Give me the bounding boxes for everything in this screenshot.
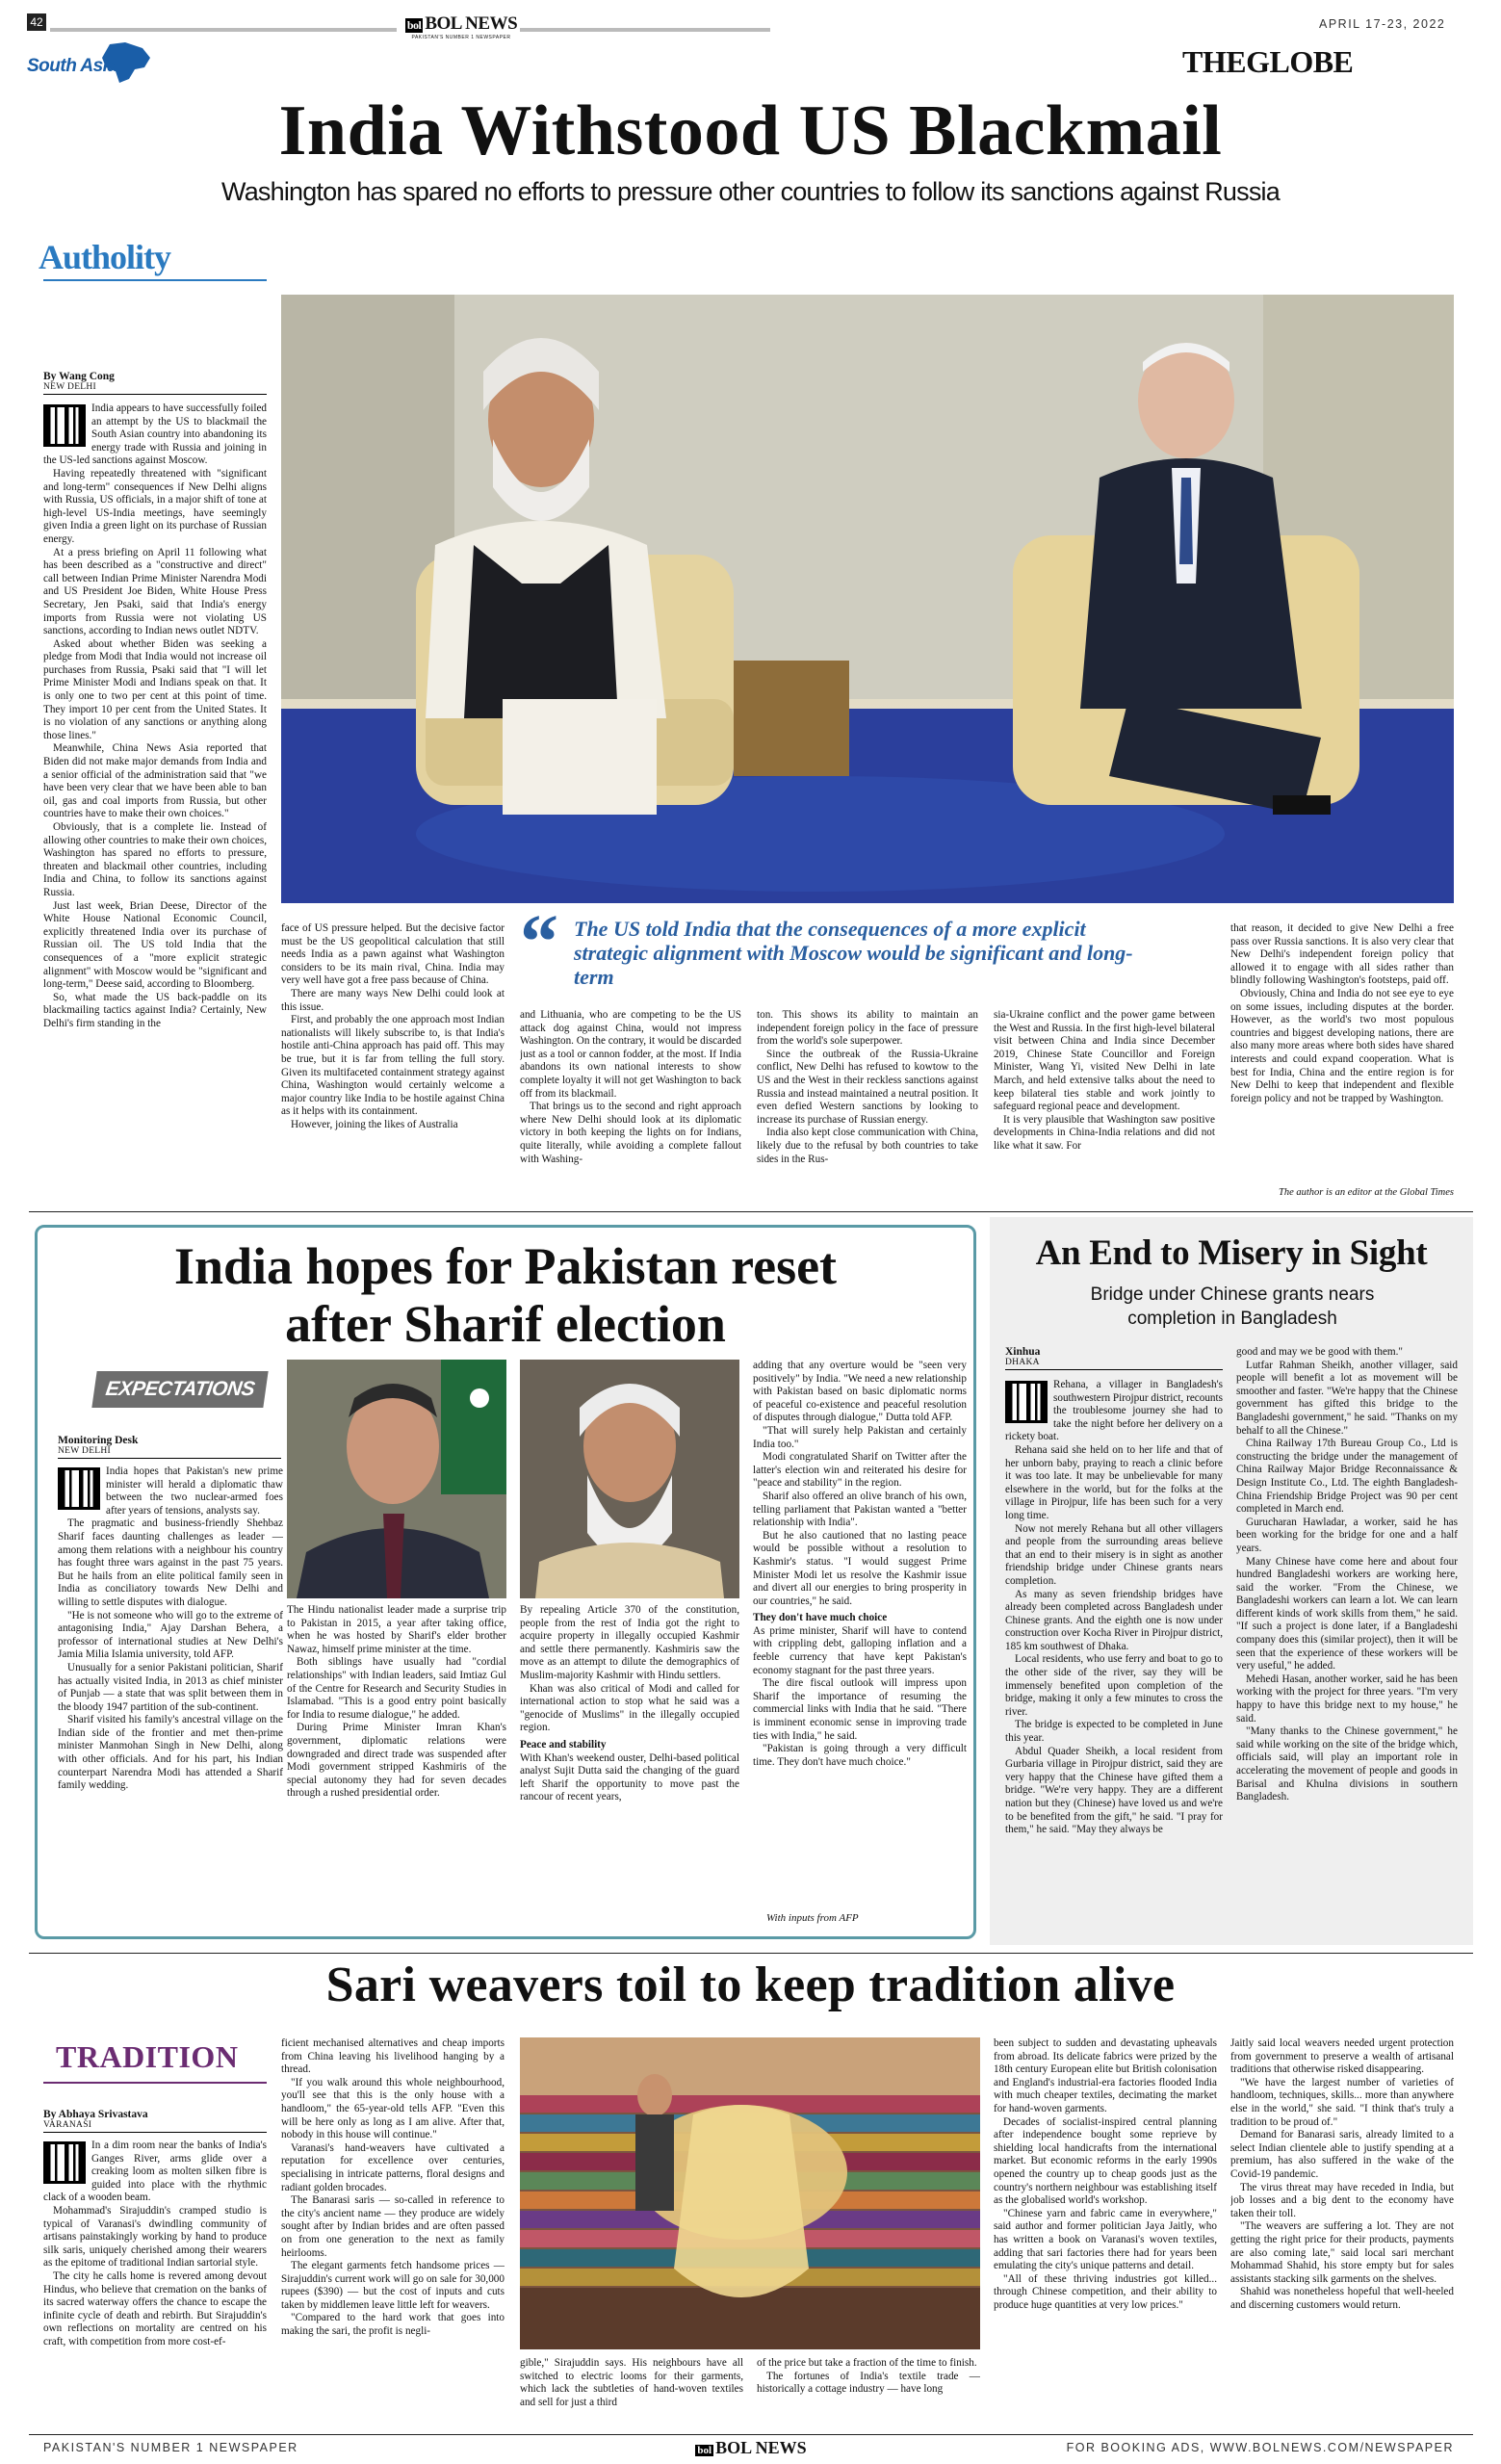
story2-col3-p2: Khan was also critical of Modi and called for international action to stop what he said was a "genocide of Muslims" in the illegally occupied region. <box>520 1682 739 1734</box>
story1-col1-p6: Obviously, that is a complete lie. Instead of allowing other countries to make their own choices, Washington has spared no efforts to pressure, threaten and blackmail other countries, including India and China, to follow its sanctions against Russia. <box>43 821 267 898</box>
story4-col4-p1: been subject to sudden and devastating upheavals from abroad. Its delicate fabrics were prized by the 18th century European elite but British colonisation and England's industrial-era factories flooded India with much cheaper textiles, decimating the market for hand-woven garments. <box>994 2037 1217 2114</box>
story2-col1 <box>58 1465 283 1930</box>
footer-masthead-text: BOL NEWS <box>715 2438 807 2457</box>
story4-col5-p2: "We have the largest number of varieties of handloom, techniques, skills... more than anywhere else in the world," she said. "I think that's truly a tradition to be proud of." <box>1230 2076 1454 2128</box>
story1-col4-p2: Since the outbreak of the Russia-Ukraine conflict, New Delhi has refused to kowtow to the US and the West in their reckless sanctions against Russia and instead maintained a neutral position. It even defied Western sanctions by looking to increase its purchase of Russian energy. <box>757 1048 978 1126</box>
story1-label-rule <box>43 279 267 281</box>
story1-subhead: Washington has spared no efforts to pressure other countries to follow its sanctions against Russia <box>221 177 1280 206</box>
story1-col1-p7: Just last week, Brian Deese, Director of the White House National Economic Council, explicitly threatened India over its purchase of Russian oil. The US told India that the consequences of a "more explicit strategic alignment" with Moscow would be "significant and long-term," Deese said, according to Bloomberg. <box>43 899 267 991</box>
story2-col4 <box>753 1360 967 1906</box>
story4-col1 <box>43 2140 267 2426</box>
story4-col5-p4: The virus threat may have receded in India, but job losses and a big dent to the economy have taken their toll. <box>1230 2181 1454 2219</box>
story1-col6 <box>1230 922 1454 1184</box>
story2-col3-p1: By repealing Article 370 of the constitution, people from the rest of India got the right to acquire property in illegally occupied Kashmir and settle there permanently. Kashmiris saw the move as an attempt to dilute the demographics of Muslim-majority Kashmir with Hindu settlers. <box>520 1604 739 1681</box>
story4-col1-p1: In a dim room near the banks of India's Ganges River, arms glide over a creaking loom as molten silken fibre is guided into place with the rhythmic clack of a wooden beam. <box>43 2140 267 2204</box>
story4-col2-p6: "Compared to the hard work that goes into making the sari, the profit is negli- <box>281 2312 505 2338</box>
story4-col3a-p1: gible," Sirajuddin says. His neighbours have all switched to electric looms for their garments, which lack the subtleties of hand-woven textiles and sell for just a third <box>520 2357 743 2408</box>
story4-col2-p5: The elegant garments fetch handsome prices — Sirajuddin's current work will go on sale for 30,000 rupees ($390) — but the cost of inputs and cuts taken by middlemen leave little left for weavers. <box>281 2260 505 2311</box>
story1-author-note: The author is an editor at the Global Times <box>1278 1187 1454 1198</box>
story4-col5-p5: "The weavers are suffering a lot. They are not getting the right price for their products, payments are also coming late," said local sari merchant Mohammad Shahid, his store empty but for sales assistants stacking silk garments on the shelves. <box>1230 2220 1454 2285</box>
story1-col1-p8: So, what made the US back-paddle on its blackmailing tactics against India? Certainly, New Delhi's firm standing in the <box>43 991 267 1029</box>
story3-byline: Xinhua <box>1005 1346 1041 1358</box>
footer-logo-icon: bol <box>697 2445 712 2456</box>
footer-masthead <box>674 2438 828 2458</box>
story1-col4 <box>757 1009 978 1202</box>
section-left-label: South Asia <box>27 56 117 76</box>
story3-subhead: Bridge under Chinese grants nears completion in Bangladesh <box>1090 1284 1375 1329</box>
story2-headline-line1: India hopes for Pakistan reset <box>173 1237 838 1295</box>
story1-pullquote-text: The US told India that the consequences of a more explicit strategic alignment with Moscow would be significant and long-term <box>574 917 1133 989</box>
story2-col1-p5: Sharif visited his family's ancestral village on the Indian side of the frontier and met then-prime minister Manmohan Singh in New Delhi, along with other officials. And for his part, his Indian counterpart Narendra Modi has attended a Sharif family wedding. <box>58 1714 283 1792</box>
masthead-logo: bol BOL NEWS <box>406 13 518 34</box>
story1-col1-p1: India appears to have successfully foiled an attempt by the US to blackmail the South Asian country into abandoning its energy trade with Russia and joining in the US-led sanctions against Moscow. <box>43 402 267 467</box>
story4-col2-p1: ficient mechanised alternatives and cheap imports from China leaving his livelihood hanging by a thread. <box>281 2037 505 2076</box>
story2-col1-p1: India hopes that Pakistan's new prime minister will herald a diplomatic thaw between the two nuclear-armed foes after years of tensions, analysts say. <box>106 1465 283 1517</box>
story2-place: NEW DELHI <box>58 1446 281 1459</box>
story1-col2-p4: However, joining the likes of Australia <box>291 1118 458 1130</box>
story1-col3 <box>520 1009 741 1202</box>
story1-col5-p2: It is very plausible that Washington saw positive developments in China-India relations and did not like what it saw. For <box>994 1113 1215 1152</box>
story2-col2 <box>287 1604 506 1930</box>
section-south-asia <box>25 40 160 85</box>
story3-col1-p3: Now not merely Rehana but all other villagers and people from the surrounding areas believe that an end to their misery is in sight as another friendship bridge under Chinese grants nears completion. <box>1005 1522 1223 1587</box>
header-rule-left <box>50 28 397 32</box>
story3-col1-p1: Rehana, a villager in Bangladesh's southwestern Pirojpur district, recounts the troublesome journey she had to take the night before her delivery on a rickety boat. <box>1005 1379 1223 1443</box>
story2-col3 <box>520 1604 739 1930</box>
story4-col1-p2: Mohammad's Sirajuddin's cramped studio is typical of Varanasi's dwindling community of artisans painstakingly working by hand to produce silk saris, uniquely cherished among their wearers as the epitome of traditional Indian sartorial style. <box>43 2204 267 2269</box>
story1-col1-p5: Meanwhile, China News Asia reported that Biden did not make major demands from India and a senior official of the administration said that "we have been very clear that we have been able to ban oil, gas and coal imports from Russia, but other countries have to make their own choices." <box>43 742 267 820</box>
story2-subhead-peace: Peace and stability <box>520 1738 607 1751</box>
story1-col4-p3: India also kept close communication with China, likely due to the refusal by both countries to take sides in the Rus- <box>757 1127 978 1165</box>
story1-label: Autholity <box>39 238 171 276</box>
story1-col6-p2: Obviously, China and India do not see eye to eye on some issues, including disputes at the border. However, as the world's two most populous countries and biggest developing nations, there are also many more areas where both sides have shared interests and could expand cooperation. What is best for India, China and the entire region is for New Delhi to keep that independent and flexible foreign policy and not be trapped by Washington. <box>1230 987 1454 1104</box>
story1-col5 <box>994 1009 1215 1202</box>
story3-col2-p2: Lutfar Rahman Sheikh, another villager, said people will benefit a lot as movement will be smoother and faster. "We're happy that the Chinese government has gifted this bridge to the Bangladeshi government," he said. "Thanks on my behalf to all the Chinese." <box>1236 1359 1458 1437</box>
story3-col1-p7: Abdul Quader Sheikh, a local resident from Gurbaria village in Pirojpur district, said they are very happy that the Chinese have gifted them a bridge. "We're very happy. They are a different nation but they (Chinese) have loved us and we're to be benefited from the gift," he said. "I pray for them," he said. "May they always be <box>1005 1745 1223 1836</box>
story4-col2-p3: Varanasi's hand-weavers have cultivated a reputation for excellence over centuries, specialising in intricate patterns, floral designs and radiant golden brocades. <box>281 2141 505 2193</box>
footer-right: FOR BOOKING ADS, WWW.BOLNEWS.COM/NEWSPAPER <box>1066 2441 1454 2454</box>
story3-place: DHAKA <box>1005 1358 1223 1370</box>
masthead <box>404 13 518 40</box>
story2-byline: Monitoring Desk <box>58 1435 139 1446</box>
header-rule-right <box>520 28 770 32</box>
story3-col2-p7: "Many thanks to the Chinese government," he said while working on the site of the bridge which, officials said, will play an important role in accelerating the movement of people and goods in Barisal and Khulna divisions in southern Bangladesh. <box>1236 1725 1458 1803</box>
story4-label: TRADITION <box>56 2039 239 2074</box>
story1-col2-p2: There are many ways New Delhi could look at this issue. <box>281 987 505 1013</box>
story1-col4-p1: ton. This shows its ability to maintain an independent foreign policy in the face of pressure from the world's sole superpower. <box>757 1009 978 1048</box>
story4-byline-block <box>43 2109 267 2137</box>
footer-left: PAKISTAN'S NUMBER 1 NEWSPAPER <box>43 2441 298 2454</box>
story2-headline-line2: after Sharif election <box>285 1295 726 1353</box>
story1-col1-p3: At a press briefing on April 11 following what has been described as a "constructive and direct" call between Indian Prime Minister Narendra Modi and US President Joe Biden, White House Press Secretary, Jen Psaki, said that India's energy imports from Russia were not violating US sanctions, according to Indian news outlet NDTV. <box>43 546 267 637</box>
story2-credit: With inputs from AFP <box>766 1912 859 1924</box>
page-number <box>27 13 46 31</box>
photo-illustration <box>281 295 1454 903</box>
story3-col2-p1: good and may we be good with them." <box>1236 1346 1403 1358</box>
story2-byline-block <box>58 1435 281 1463</box>
story1-col1-p2: Having repeatedly threatened with "significant and long-term" consequences if New Delhi aligns with Russia, US officials, in a major shift of tone at high-level US-India meetings, have seemingly given India a green light on its purchase of Russian energy. <box>43 467 267 545</box>
sari-photo-illustration <box>520 2037 980 2349</box>
story2-col2-p2: Both siblings have usually had "cordial relationships" with Indian leaders, said Imtiaz Gul of the Centre for Research and Security Studies in Islamabad. "This is a good entry point basically for India to resume dialogue," he added. <box>287 1656 506 1721</box>
story2-label <box>91 1371 268 1408</box>
story4-headline: Sari weavers toil to keep tradition alive <box>325 1958 1176 2012</box>
section-the-globe: THEGLOBE <box>1182 44 1354 79</box>
story3-col2-p6: Mehedi Hasan, another worker, said he has been working with the project for three years. "I'm very happy to have this bridge next to my house," he said. <box>1236 1673 1458 1725</box>
story1-col2-p3: First, and probably the one approach most Indian nationalists will likely subscribe to, is that India's hostile anti-China approach has paid off. This may be true, but it is far from telling the full story. Given its multifaceted containment strategy against China, Washington would certainly welcome a major country like India to be hostile against China as it helps with its containment. <box>281 1014 505 1118</box>
story3-headline: An End to Misery in Sight <box>1035 1233 1428 1273</box>
story2-col4-p5: But he also cautioned that no lasting peace would be possible without a resolution to Kashmir's status. "I would suggest Prime Minister Modi let us resolve the Kashmir issue and divert all our energies to bring prosperity in our countries," he said. <box>753 1529 967 1607</box>
qr-code-icon <box>43 404 86 447</box>
sharif-photo <box>287 1360 506 1598</box>
qr-code-icon <box>1005 1381 1048 1423</box>
story2-headline <box>39 1237 972 1353</box>
story4-col2 <box>281 2037 505 2426</box>
story3-col1 <box>1005 1379 1223 1935</box>
quote-mark-icon: “ <box>520 900 558 985</box>
issue-date: APRIL 17-23, 2022 <box>1319 17 1446 31</box>
story1-col5-p1: sia-Ukraine conflict and the power game between the West and Russia. In the first high-level bilateral visit between China and India since December 2019, Chinese State Councillor and Foreign Minister, Wang Yi, visited New Delhi in late March, and held extensive talks about the need to keep bilateral ties stable and work jointly to safeguard regional peace and development. <box>994 1009 1215 1113</box>
story4-col1-p3: The city he calls home is revered among devout Hindus, who believe that cremation on the banks of its sacred waterway offers the chance to escape the infinite cycle of death and rebirth. But Sirajuddin's own reflections on mortality are centred on his craft, with competition from more cost-ef- <box>43 2269 267 2347</box>
story2-col4-p3: Modi congratulated Sharif on Twitter after the latter's election win and reiterated his desire for "peace and stability" in the region. <box>753 1451 967 1490</box>
story1-place: NEW DELHI <box>43 382 267 395</box>
sharif-photo-illustration <box>287 1360 506 1598</box>
story3-col2 <box>1236 1346 1458 1935</box>
qr-code-icon <box>58 1467 100 1510</box>
story2-col4-p9: "Pakistan is going through a very difficult time. They don't have much choice." <box>753 1743 967 1768</box>
story1-pullquote <box>520 900 1163 994</box>
story1-col2-p1: face of US pressure helped. But the decisive factor must be the US geopolitical calculation that still needs India as a pawn against what Washington considers to be its main rival, China. India may very well have got a free pass because of China. <box>281 922 505 987</box>
story3-col2-p3: China Railway 17th Bureau Group Co., Ltd is constructing the bridge under the management of China Railway Major Bridge Reconnaissance & Design Institute Co., Ltd. The eighth Bangladesh-China Friendship Bridge Project was 90 per cent completed in March end. <box>1236 1438 1458 1516</box>
story3-byline-block <box>1005 1346 1223 1374</box>
story3-col1-p6: The bridge is expected to be completed in June this year. <box>1005 1719 1223 1745</box>
story4-col3b-p2: The fortunes of India's textile trade — historically a cottage industry — have long <box>757 2370 980 2396</box>
story4-col2-p4: The Banarasi saris — so-called in reference to the city's ancient name — they produce are widely sought after by Indian brides and are often passed on from one generation to the next as family heirlooms. <box>281 2194 505 2259</box>
story4-col2-p2: "If you walk around this whole neighbourhood, you'll see that this is the only house with a handloom," the 65-year-old tells AFP. "Even this will be here only as long as I am alive. After that, nobody in this house will continue." <box>281 2076 505 2141</box>
story1-divider <box>29 1211 1473 1212</box>
story4-col3b <box>757 2357 980 2426</box>
story2-col3-p4: With Khan's weekend ouster, Delhi-based political analyst Sujit Dutta said the changing of the guard left Sharif the opportunity to move past the rancour of recent years, <box>520 1751 739 1803</box>
masthead-logo-icon: bol <box>406 18 422 32</box>
story1-col1-p4: Asked about whether Biden was seeking a pledge from Modi that India would not increase oil purchases from Russia, Psaki said that "I will let Prime Minister Modi and Indians speak on that. It is only one to two per cent at this point of time. They import 10 per cent from the United States. It is no violation of any sanctions or anything along those lines." <box>43 637 267 741</box>
story4-col5-p6: Shahid was nonetheless hopeful that well-heeled and discerning customers would return. <box>1230 2286 1454 2311</box>
story4-col4-p4: "All of these thriving industries got killed... through Chinese competition, and their ability to produce huge quantities at very low prices." <box>994 2272 1217 2311</box>
story3-col1-p2: Rehana said she held on to her life and that of her unborn baby, praying to reach a clinic before it was too late. It may be unbelievable for many elsewhere in the world, but for the folks at the village in Pirojpur, life has been such for a very long time. <box>1005 1443 1223 1521</box>
story2-col1-p4: Unusually for a senior Pakistani politician, Sharif has actually visited India, in 2013 as chief minister of Punjab — a state that was split between them in the bloody 1947 partition of the sub-continent. <box>58 1661 283 1713</box>
story2-col4-p8: The dire fiscal outlook will impress upon Sharif the importance of resuming the commercial links with India that he said. "There is imminent economic sense in improving trade ties with India," he said. <box>753 1677 967 1742</box>
story1-headline: India Withstood US Blackmail <box>278 91 1223 170</box>
story4-label-rule <box>43 2082 267 2084</box>
story2-col2-p1: The Hindu nationalist leader made a surprise trip to Pakistan in 2015, a year after taking office, when he was hosted by Sharif's elder brother Nawaz, himself prime minister at the time. <box>287 1604 506 1655</box>
story4-col5 <box>1230 2037 1454 2426</box>
story2-subhead-choice: They don't have much choice <box>753 1612 888 1624</box>
story4-col5-p1: Jaitly said local weavers needed urgent protection from government to preserve a wealth of artisanal traditions that otherwise risked disappearing. <box>1230 2037 1454 2076</box>
story4-top-rule <box>29 1953 1473 1954</box>
qr-code-icon <box>43 2141 86 2184</box>
story3-col2-p5: Many Chinese have come here and about four hundred Bangladeshi workers are working here, said the worker. "From the Chinese, we Bangladeshi workers can learn a lot. We can learn different kinds of work skills from them," he said. "If such a project is done later, if a Bangladeshi company does this (similar project), then it will be seen that the experience of these workers will be very useful," he added. <box>1236 1555 1458 1673</box>
story4-col5-p3: Demand for Banarasi saris, already limited to a select Indian clientele able to justify spending at a premium, has also suffered in the wake of the Covid-19 pandemic. <box>1230 2129 1454 2180</box>
story1-col3-p1: and Lithuania, who are competing to be the US attack dog against China, would not impress Washington. On the contrary, it would be discarded just as a tool or cannon fodder, at the most. If India abandons its own national interests to show complete loyalty it will not get Washington to back off from its blackmail. <box>520 1009 741 1100</box>
story1-col3-p2: That brings us to the second and right approach where New Delhi should look at its diplomatic victory in both keeping the lights on for Indians, quite literally, while avoiding a complete fallout with Washing- <box>520 1101 741 1165</box>
modi-photo-illustration <box>520 1360 739 1598</box>
story3-col1-p5: Local residents, who use ferry and boat to go to the other side of the river, say they will be immensely benefited upon completion of the bridge, making it only a few minutes to cross the river. <box>1005 1653 1223 1718</box>
story1-byline-block <box>43 371 267 399</box>
story1-col1 <box>43 402 267 1197</box>
story2-col1-p2: The pragmatic and business-friendly Shehbaz Sharif faces daunting challenges as leader — among them relations with a neighbour his country has fought three wars against in the past 75 years. But he hails from an elite political family seen in India as conciliatory towards New Delhi and willing to settle disputes with dialogue. <box>58 1517 283 1608</box>
story3-col2-p4: Gurucharan Hawladar, a worker, said he has been working for the bridge for one and a half years. <box>1236 1516 1458 1554</box>
page-number-text: 42 <box>30 15 43 29</box>
story4-place: VARANASI <box>43 2120 267 2133</box>
footer-rule <box>29 2434 1473 2435</box>
sari-weaver-photo <box>520 2037 980 2349</box>
modi-photo <box>520 1360 739 1598</box>
story4-col3a <box>520 2357 743 2426</box>
story1-col2 <box>281 922 505 1202</box>
story2-col4-p4: Sharif also offered an olive branch of his own, telling parliament that Pakistan wanted a "better relationship with India". <box>753 1490 967 1529</box>
story4-col4-p3: "Chinese yarn and fabric came in everywhere," said author and former politician Jaya Jaitly, who has written a book on Varanasi's woven textiles, adding that sari factories there had for years been emulating the city's unique patterns and detail. <box>994 2207 1217 2272</box>
modi-biden-photo <box>281 295 1454 903</box>
story3-col1-p4: As many as seven friendship bridges have already been completed across Bangladesh under Chinese grants. And the eighth one is now under construction over Kocha River in Pirojpur district, 185 km southwest of Dhaka. <box>1005 1588 1223 1652</box>
story2-col2-p3: During Prime Minister Imran Khan's government, diplomatic relations were downgraded and direct trade was suspended after Modi government stripped Kashmiris of the special autonomy they had for seven decades through a rushed presidential order. <box>287 1722 506 1800</box>
story4-col4 <box>994 2037 1217 2426</box>
story2-label-text: EXPECTATIONS <box>104 1378 256 1400</box>
story1-col6-p1: that reason, it decided to give New Delhi a free pass over Russia sanctions. It is also very clear that New Delhi's independent foreign policy that allowed it to engage with all sides rather than blindly following Washington's footsteps, paid off. <box>1230 922 1454 987</box>
story4-byline: By Abhaya Srivastava <box>43 2109 148 2120</box>
story2-col1-p3: "He is not someone who will go to the extreme of antagonising India," Ajay Darshan Behera, a professor of international studies at New Delhi's Jamia Milia Islamia university, told AFP. <box>58 1609 283 1661</box>
story4-col4-p2: Decades of socialist-inspired central planning after independence bought some reprieve by shielding local handicrafts from the international market. But economic reforms in the early 1990s opened the country up to cheap goods just as the country's northern neighbour was establishing itself as the globalised world's workshop. <box>994 2115 1217 2207</box>
masthead-tagline: PAKISTAN'S NUMBER 1 NEWSPAPER <box>411 35 511 40</box>
story2-col4-p1: adding that any overture would be "seen very positively" by India. "We need a new relationship with Pakistan based on basic diplomatic norms of peaceful co-existence and peaceful resolution of disputes through dialogue," Dutta told AFP. <box>753 1360 967 1424</box>
story1-byline: By Wang Cong <box>43 371 115 382</box>
story4-col3b-p1: of the price but take a fraction of the time to finish. <box>757 2357 977 2369</box>
story2-col4-p7: As prime minister, Sharif will have to contend with crippling debt, galloping inflation and a feeble currency that have kept Pakistan's economy stagnant for the past three years. <box>753 1624 967 1676</box>
story2-col4-p2: "That will surely help Pakistan and certainly India too." <box>753 1424 967 1450</box>
